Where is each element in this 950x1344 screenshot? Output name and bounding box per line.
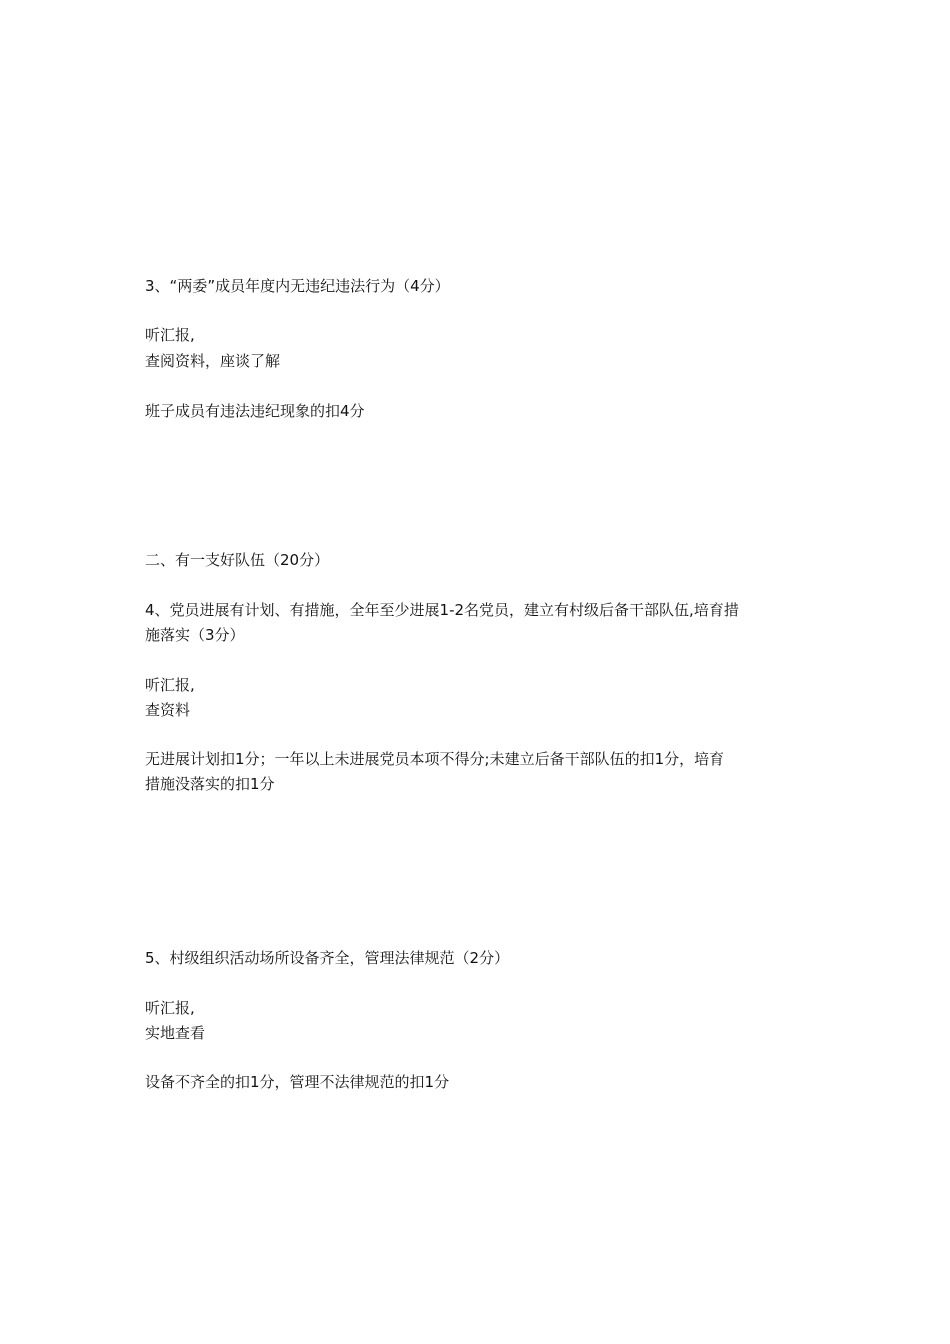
item-4-deduction-line-2: 措施没落实的扣1分 bbox=[145, 775, 275, 793]
item-4-deduction-line-1: 无进展计划扣1分；一年以上未进展党员本项不得分;未建立后备干部队伍的扣1分，培育 bbox=[145, 750, 725, 768]
item-4-method-line-2: 查资料 bbox=[145, 701, 191, 719]
item-3-heading: 3、“两委”成员年度内无违纪违法行为（4分） bbox=[145, 277, 450, 295]
item-5-method-line-2: 实地查看 bbox=[145, 1024, 206, 1042]
item-5-method-line-1: 听汇报, bbox=[145, 999, 195, 1017]
item-5-heading: 5、村级组织活动场所设备齐全，管理法律规范（2分） bbox=[145, 949, 510, 967]
item-4-heading-line-1: 4、党员进展有计划、有措施，全年至少进展1-2名党员，建立有村级后备干部队伍,培育措 bbox=[145, 601, 739, 619]
item-4-heading-line-2: 施落实（3分） bbox=[145, 626, 245, 644]
item-3-method-line-2: 查阅资料，座谈了解 bbox=[145, 352, 281, 370]
category-heading: 二、有一支好队伍（20分） bbox=[145, 551, 330, 569]
item-4-method-line-1: 听汇报, bbox=[145, 676, 195, 694]
item-3-deduction: 班子成员有违法违纪现象的扣4分 bbox=[145, 402, 365, 420]
item-5-deduction: 设备不齐全的扣1分，管理不法律规范的扣1分 bbox=[145, 1073, 450, 1091]
item-3-method-line-1: 听汇报, bbox=[145, 326, 195, 344]
